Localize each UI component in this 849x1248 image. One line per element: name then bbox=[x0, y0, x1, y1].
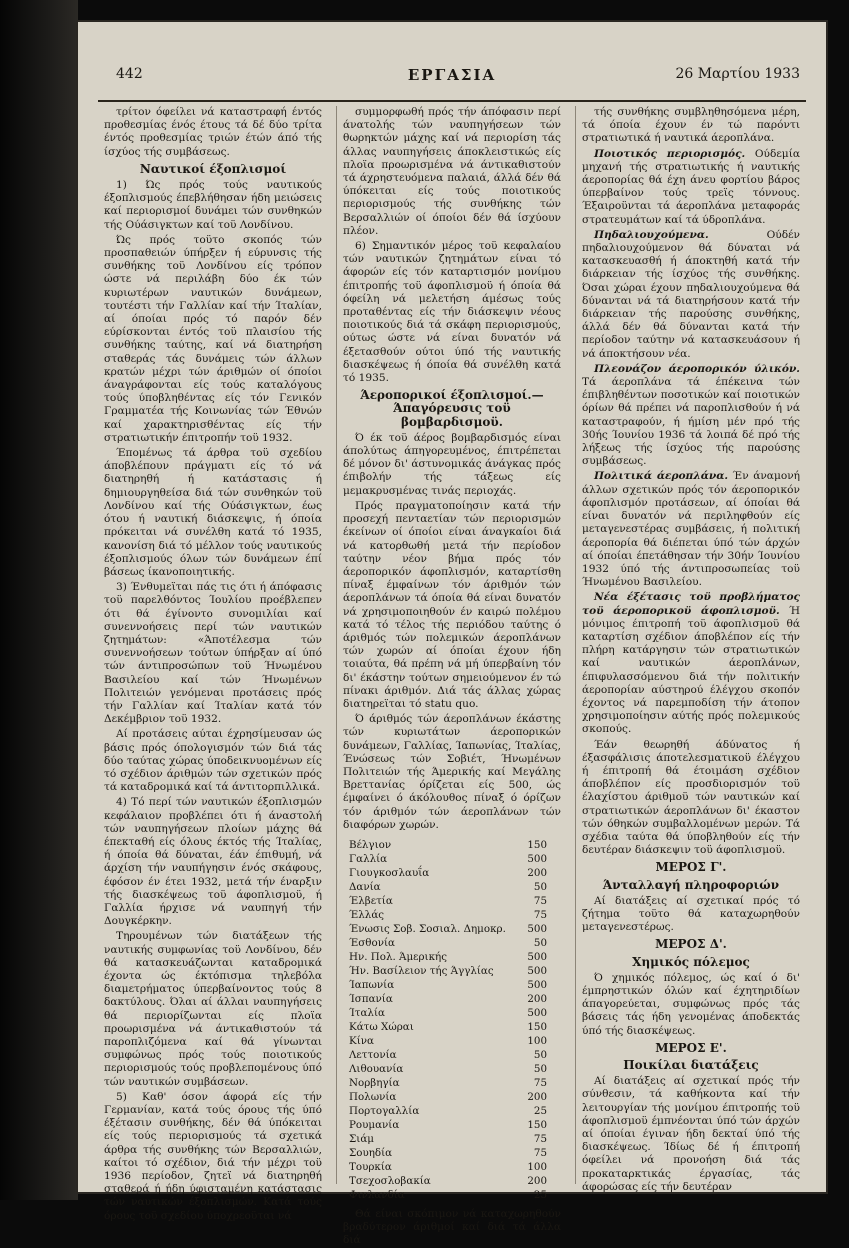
paragraph-text: Ούδέν πηδαλιουχούμενον θά δύναται νά κατασκευασθή ή άποκτηθή κατά τήν διάρκειαν τής ίσχύος τής συνθήκης. Όσαι χώραι έχουν πηδαλιουχούμενα θά δύνανται νά τά διατηρήσουν κατά τήν διάρκειαν τής παρούσης συνθήκης, άλλά δέν θά δύνανται κατά τήν περίοδον ταύτην νά κατασκευάσουν ή νά άποκτήσουν νέα. bbox=[582, 228, 800, 360]
country-name: Βέλγιον bbox=[349, 838, 392, 851]
aircraft-count: 150 bbox=[527, 838, 547, 851]
inline-heading: Πηδαλιουχούμενα. bbox=[594, 228, 709, 241]
inline-heading: Νέα έξέτασις τοϋ προβλήματος τοϋ άεροπορικοϋ άφοπλισμοϋ. bbox=[582, 591, 800, 617]
page-header bbox=[98, 66, 806, 102]
aircraft-count: 75 bbox=[533, 908, 547, 921]
section-heading: Άνταλλαγή πληροφοριών bbox=[602, 877, 780, 892]
country-name: Ρουμανία bbox=[349, 1118, 400, 1131]
part-label: ΜΕΡΟΣ Γ'. bbox=[655, 860, 727, 875]
paragraph bbox=[582, 229, 800, 361]
table-row bbox=[343, 1062, 561, 1076]
table-row bbox=[343, 880, 561, 894]
country-name: Γιουγκοσλαυΐα bbox=[349, 866, 430, 879]
aircraft-count: 200 bbox=[527, 866, 547, 879]
country-name: Πολωνία bbox=[349, 1090, 397, 1103]
country-name: Κάτω Χώραι bbox=[349, 1020, 414, 1033]
aircraft-count: 25 bbox=[533, 1104, 547, 1117]
table-row bbox=[343, 1160, 561, 1174]
aircraft-count: 500 bbox=[527, 852, 547, 865]
table-row bbox=[343, 1146, 561, 1160]
paragraph: τής συνθήκης συμβληθησόμενα μέρη, τά όποία έχουν έν τώ παρόντι στρατιωτικά ή ναυτικά άεροπλάνα. bbox=[582, 106, 800, 145]
paragraph: Θά είναι σκόπιμον νά καταχωρηθούν βραδύτερον άριθμοί καί διά τά άλλα διά bbox=[343, 1207, 561, 1247]
aircraft-count: 150 bbox=[527, 1118, 547, 1131]
table-row bbox=[343, 1174, 561, 1188]
table-row bbox=[343, 1132, 561, 1146]
aircraft-count: 200 bbox=[527, 1174, 547, 1187]
text-columns bbox=[98, 106, 806, 1247]
country-name: Λιθουανία bbox=[349, 1062, 404, 1075]
section-heading: Χημικός πόλεμος bbox=[632, 954, 750, 969]
paragraph: 1) Ώς πρός τούς ναυτικούς έξοπλισμούς έπεβλήθησαν ήδη μειώσεις καί περιορισμοί δυνάμει τών συνθηκών τής Ούάσιγκτων καί τοϋ Λονδίνου. bbox=[104, 179, 322, 231]
table-row bbox=[343, 838, 561, 852]
table-row bbox=[343, 894, 561, 908]
aircraft-count: 500 bbox=[527, 964, 547, 977]
aircraft-count: 200 bbox=[527, 992, 547, 1005]
inline-heading: Πλεονάζον άεροπορικόν ύλικόν. bbox=[594, 362, 800, 375]
aircraft-count: 75 bbox=[533, 1132, 547, 1145]
column-2 bbox=[336, 106, 567, 1247]
paragraph: 6) Σημαντικόν μέρος τοϋ κεφαλαίου τών ναυτικών ζητημάτων είναι τό άφορών είς τόν καταρτισμόν μονίμου έπιτροπής τοϋ άφοπλισμοϋ ή όποία θά όφείλη νά μελετήση άμέσως τούς προταθέντας είς τήν διάσκεψιν νέους ποιοτικούς διά τά σκάφη περιορισμούς, ούτως ώστε νά είναι δυνατόν νά έξετασθούν ούτοι ύπό τής ναυτικής διασκέψεως ή όποία θά συνέλθη κατά τό 1935. bbox=[343, 240, 561, 385]
section-heading: Ναυτικοί έξοπλισμοί bbox=[139, 161, 287, 176]
aircraft-count: 200 bbox=[527, 1090, 547, 1103]
country-name: Ίταλία bbox=[349, 1006, 385, 1019]
part-label: ΜΕΡΟΣ Δ'. bbox=[655, 937, 727, 952]
table-row bbox=[343, 1076, 561, 1090]
part-label: ΜΕΡΟΣ Ε'. bbox=[655, 1040, 727, 1055]
paragraph: Ό έκ τοϋ άέρος βομβαρδισμός είναι άπολύτως άπηγορευμένος, έπιτρέπεται δέ μόνον δι' άστυνομικάς άνάγκας πρός έπιβολήν τής τάξεως είς μεμακρυσμένας τινάς περιοχάς. bbox=[343, 431, 561, 497]
aircraft-count: 50 bbox=[533, 936, 547, 949]
country-name: Δανία bbox=[349, 880, 381, 893]
table-row bbox=[343, 866, 561, 880]
aircraft-count: 500 bbox=[527, 922, 547, 935]
inline-heading: Πολιτικά άεροπλάνα. bbox=[594, 470, 729, 483]
paragraph: Τηρουμένων τών διατάξεων τής ναυτικής συμφωνίας τοϋ Λονδίνου, δέν θά κατασκευάζωνται καταδρομικά έχοντα ώς έκτόπισμα τηλεβόλα διαμετρήματος ύπερβαίνοντος τούς 8 δακτύλους. Όλαι αί άλλαι ναυπηγήσεις θά περιορίζωνται είς πλοϊα προωρισμένα νά άντικαθιστούν τά παροπλιζόμενα καί θά γίνωνται συμφώνως πρός τούς ποιοτικούς περιορισμούς τούς προβλεπομένους ύπό τών ναυτικών συμβάσεων. bbox=[104, 930, 322, 1088]
aircraft-count: 50 bbox=[533, 1048, 547, 1061]
aircraft-count: 500 bbox=[527, 950, 547, 963]
paragraph: Αί διατάξεις αί σχετικαί πρός τό ζήτημα τοϋτο θά καταχωρηθούν μεταγενεστέρως. bbox=[582, 894, 800, 934]
newspaper-page bbox=[78, 22, 826, 1247]
paragraph: 3) Ένθυμεϊται πάς τις ότι ή άπόφασις τοϋ παρελθόντος Ίουλίου προέβλεπεν ότι θά έγίνοντο συνομιλίαι καί συνεννοήσεις περί τών ναυτικών ζητημάτων: «Άποτέλεσμα τών συνεννοήσεων τούτων ύπήρξαν αί ύπό τών άντιπροσώπων τοϋ Ήνωμένου Βασιλείου καί τών Ήνωμένων Πολιτειών γενόμεναι προτάσεις πρός τήν Γαλλίαν καί Ίταλίαν κατά τόν Δεκέμβριον τοϋ 1932. bbox=[104, 581, 322, 726]
paragraph-text: Ούδεμία μηχανή τής στρατιωτικής ή ναυτικής άεροπορίας θά έχη άνευ φορτίου βάρος ύπερβαίνον τούς τρεϊς τόννους. Έξαιροϋνται τά άεροπλάνα μεταφοράς στρατευμάτων καί τά ύδροπλάνα. bbox=[582, 147, 800, 226]
table-row bbox=[343, 1104, 561, 1118]
aircraft-count: 500 bbox=[527, 1006, 547, 1019]
table-row bbox=[343, 992, 561, 1006]
aircraft-count: 25 bbox=[533, 1188, 547, 1201]
paragraph: τρίτον όφείλει νά καταστραφή έντός προθεσμίας ένός έτους τά δέ δύο τρίτα έντός προθεσμίας τριών έτών άπό τής ίσχύος τής συμβάσεως. bbox=[104, 106, 322, 158]
paragraph: Ό χημικός πόλεμος, ώς καί ό δι' έμπρηστικών όλών καί έχητηριδίων άπαγορεύεται, συμφώνως πρός τάς βάσεις τάς ήδη γενομένας άποδεκτάς ύπό τής διασκέψεως. bbox=[582, 971, 800, 1037]
paragraph-text: Έν άναμονή άλλων σχετικών πρός τόν άεροπορικόν άφοπλισμόν προτάσεων, αί όποίαι θά είναι δυνατόν νά περιληφθούν είς μεταγενεστέρας συμβάσεις, ή πολιτική άεροπορία θά διέπεται ύπό τών άρχών αί όποίαι έπετάθησαν τήν 30ήν Ίουνίου 1932 ύπό τής άντιπροσωπείας τοϋ Ήνωμένου Βασιλείου. bbox=[582, 470, 800, 589]
paragraph: 5) Καθ' όσον άφορά είς τήν Γερμανίαν, κατά τούς όρους τής ύπό έξέτασιν συνθήκης, δέν θά ύπόκειται είς τούς περιορισμούς τά σχετικά άρθρα τής συνθήκης τών Βερσαλλιών, καίτοι τό σχέδιον, διά τήν μέχρι τοϋ 1936 περίοδον, ζητεϊ νά διατηρηθή σταθερά ή ήδη ύφισταμένη κατάστασις τών ναυτικών έξοπλισμών. Κατά τούς όρους τοϋ σχεδίου ύποχρεοϋται νά bbox=[104, 1090, 322, 1222]
paragraph bbox=[582, 148, 800, 227]
paragraph: Ό άριθμός τών άεροπλάνων έκάστης τών κυριωτάτων άεροπορικών δυνάμεων, Γαλλίας, Ίαπωνίας, Ίταλίας, Ένώσεως τών Σοβιέτ, Ήνωμένων Πολιτειών τής Άμερικής καί Μεγάλης Βρεττανίας όρίζεται είς 500, ώς έμφαίνει ό άκόλουθος πίναξ ό όρίζων τόν άριθμόν τών άεροπλάνων τών διαφόρων χωρών. bbox=[343, 713, 561, 831]
country-name: Ην. Πολ. Άμερικής bbox=[349, 950, 447, 963]
aircraft-count: 100 bbox=[527, 1160, 547, 1173]
paragraph: Έάν θεωρηθή άδύνατος ή έξασφάλισις άποτελεσματικοϋ έλέγχου ή έπιτροπή θά έτοιμάση σχέδιον άποβλέπον είς προσδιορισμόν τοϋ έλαχίστου άριθμοϋ τών ναυτικών καί στρατιωτικών άεροπλάνων δι' έκαστον τών όθηκών συμβαλλομένων μερών. Τά σχέδια ταύτα θά ύποβληθούν είς τήν δευτέραν διάσκεψιν τοϋ άφοπλισμοϋ. bbox=[582, 738, 800, 857]
country-name: Έσθονία bbox=[349, 936, 395, 949]
table-row bbox=[343, 922, 561, 936]
country-name: Φινλανδία bbox=[349, 1188, 405, 1201]
country-name: Τσεχοσλοβακία bbox=[349, 1174, 431, 1187]
country-name: Ίσπανία bbox=[349, 992, 393, 1005]
table-row bbox=[343, 1118, 561, 1132]
country-name: Λεττονία bbox=[349, 1048, 397, 1061]
paragraph: συμμορφωθή πρός τήν άπόφασιν περί άνατολής τών ναυπηγήσεων τών θωρηκτών μάχης καί νά περιορίση τάς άλλας ναυπηγήσεις άποκλειστικώς είς πλοϊα προωρισμένα νά άντικαθιστούν τά άχρηστευόμενα παλαιά, άλλά δέν θά ύπόκειται είς τούς ποιοτικούς περιορισμούς τής συνθήκης τών Βερσαλλιών οί όποίοι δέν θά ίσχύουν πλέον. bbox=[343, 106, 561, 237]
aircraft-count: 100 bbox=[527, 1034, 547, 1047]
table-row bbox=[343, 978, 561, 992]
country-name: Πορτογαλλία bbox=[349, 1104, 420, 1117]
paragraph bbox=[582, 470, 800, 589]
paragraph: Έπομένως τά άρθρα τοϋ σχεδίου άποβλέπουν πράγματι είς τό νά διατηρηθή ή κατάστασις ή δημιουργηθείσα διά τών συνθηκών τοϋ Λονδίνου καί τής Ούάσιγκτων, έως ότου ή ναυτική διάσκεψις, ή όποία πρόκειται νά συνέλθη κατά τό 1935, κανονίση διά τό μέλλον τούς ναυτικούς έξοπλισμούς όλων τών δυνάμεων έπί βάσεως ίκανοποιητικής. bbox=[104, 447, 322, 578]
aircraft-quota-table bbox=[343, 838, 561, 1202]
country-name: Σουηδία bbox=[349, 1146, 393, 1159]
paragraph bbox=[582, 591, 800, 736]
paragraph bbox=[582, 363, 800, 469]
table-row bbox=[343, 1034, 561, 1048]
aircraft-count: 75 bbox=[533, 1146, 547, 1159]
table-row bbox=[343, 964, 561, 978]
aircraft-count: 50 bbox=[533, 880, 547, 893]
country-name: Έλλάς bbox=[349, 908, 385, 921]
country-name: Γαλλία bbox=[349, 852, 388, 865]
country-name: Ίαπωνία bbox=[349, 978, 395, 991]
table-row bbox=[343, 1006, 561, 1020]
country-name: Κίνα bbox=[349, 1034, 374, 1047]
column-1 bbox=[98, 106, 328, 1222]
country-name: Νορβηγία bbox=[349, 1076, 400, 1089]
column-3 bbox=[575, 106, 806, 1193]
paragraph: Αί προτάσεις αύται έχρησίμευσαν ώς βάσις πρός όπολογισμόν τών διά τάς δύο ταύτας χώρας ύποδεικνυομένων είς τό σχέδιον άριθμών τών σχετικών πρός τά καταδρομικά καί τά άντιτορπιλλικά. bbox=[104, 728, 322, 794]
page-number: 442 bbox=[116, 66, 143, 82]
paragraph: Αί διατάξεις αί σχετικαί πρός τήν σύνθεσιν, τά καθήκοντα καί τήν λειτουργίαν τής μονίμου έπιτροπής τοϋ άφοπλισμοϋ έμπνέονται ύπό τών άρχών αί όποίαι έγιναν ήδη δεκταί ύπό τής διασκέψεως. Ίδίως δέ ή έπιτροπή όφείλει νά προνοήση διά τάς προκαταρκτικάς έργασίας, τάς άφορώσας είς τήν δευτέραν bbox=[582, 1075, 800, 1193]
paragraph-text: Τά άεροπλάνα τά έπέκεινα τών έπιβληθέντων ποσοτικών καί ποιοτικών όρίων θά πρέπει νά παροπλισθούν ή νά καταστραφούν, ή ήμίση μέν πρό τής 30ής Ίουνίου 1936 τά λοιπά δέ πρό τής λήξεως τής ίσχύος τής παρούσης συμβάσεως. bbox=[582, 376, 800, 468]
book-binding bbox=[0, 0, 78, 1200]
aircraft-count: 75 bbox=[533, 894, 547, 907]
country-name: Έλβετία bbox=[349, 894, 393, 907]
paragraph: Πρός πραγματοποίησιν κατά τήν προσεχή πενταετίαν τών περιορισμών έκείνων οί όποίοι είναι άναγκαίοι διά νά κατορθωθή μετά τήν περίοδον ταύτην νέον βήμα πρός τόν άεροπορικόν άφοπλισμόν, καταρτίσθη πίναξ έμφαίνων τόν άριθμόν τών άεροπλάνων τά όποία θά είναι δυνατόν νά χρησιμοποιηθούν έν καιρώ πολέμου κατά τό τέλος τής περιόδου ταύτης ό άριθμός τών πολεμικών άεροπλάνων τών χωρών αί όποίαι έχουν ήδη τοιαύτα, θά πρέπη νά μή ύπερβαίνη τόν δι' έκάστην τούτων σημειούμενον έν τώ πίνακι άριθμόν. Διά τάς άλλας χώρας διατηρεϊται τό statu quo. bbox=[343, 499, 561, 710]
paragraph: Ώς πρός τοϋτο σκοπός τών προσπαθειών ύπήρξεν ή εύρυνσις τής συνθήκης τοϋ Λονδίνου είς τρόπον ώστε νά περιλάβη δύο έκ τών κυριωτέρων ναυτικών δυνάμεων, τουτέστι τήν Γαλλίαν καί τήν Ίταλίαν, αί όποίαι πρός τό παρόν δέν εύρίσκονται έντός τοϋ πλαισίου τής συνθήκης ταύτης, καί νά διατηρήση σταθεράς τάς δυνάμεις τών άλλων κρατών μέχρι τών άριθμών οί όποίοι άναγράφονται είς τούς καταλόγους τούς ύποβληθέντας είς τόν Γενικόν Γραμματέα τής Κοινωνίας τών Έθνών καί χαρακτηρισθέντας είς τήν στρατιωτικήν έπιτροπήν τοϋ 1932. bbox=[104, 233, 322, 444]
aircraft-count: 150 bbox=[527, 1020, 547, 1033]
table-row bbox=[343, 1048, 561, 1062]
country-name: Σιάμ bbox=[349, 1132, 374, 1145]
table-row bbox=[343, 936, 561, 950]
country-name: Ήν. Βασίλειον τής Άγγλίας bbox=[349, 964, 494, 977]
table-row bbox=[343, 1020, 561, 1034]
table-row bbox=[343, 852, 561, 866]
table-row bbox=[343, 1188, 561, 1202]
inline-heading: Ποιοτικός περιορισμός. bbox=[594, 147, 746, 160]
section-heading: Άεροπορικοί έξοπλισμοί.—Άπαγόρευσις τοϋ βομβαρδισμοϋ. bbox=[360, 388, 544, 429]
table-row bbox=[343, 950, 561, 964]
issue-date: 26 Μαρτίου 1933 bbox=[675, 66, 800, 82]
aircraft-count: 500 bbox=[527, 978, 547, 991]
country-name: Ένωσις Σοβ. Σοσιαλ. Δημοκρ. bbox=[349, 922, 506, 935]
table-row bbox=[343, 1090, 561, 1104]
masthead-title: ΕΡΓΑΣΙΑ bbox=[407, 66, 497, 84]
table-row bbox=[343, 908, 561, 922]
aircraft-count: 75 bbox=[533, 1076, 547, 1089]
paragraph-text: Ή μόνιμος έπιτροπή τοϋ άφοπλισμοϋ θά καταρτίση σχέδιον άποβλέπον είς τήν πλήρη κατάργησιν τών στρατιωτικών καί ναυτικών άεροπλάνων, έπιφυλασσόμενου διά τήν πολιτικήν άεροπορίαν αύστηρού έλέγχου σκοπόν έχοντος νά παρεμποδίση τήν άτοπον χρησιμοποίησιν αύτής πρός πολεμικούς σκοπούς. bbox=[582, 604, 800, 736]
paragraph: 4) Τό περί τών ναυτικών έξοπλισμών κεφάλαιον προβλέπει ότι ή άναστολή τών ναυπηγήσεων πλοίων μάχης θά έπεκταθή είς όλους έκτός τής Ίταλίας, ή όποία θά δύναται, έάν έπιθυμή, νά άρχίση τήν ναυπήγησιν ένός σκάφους, έφόσον έν έτει 1932, μετά τήν έναρξιν τής διασκέψεως τοϋ άφοπλισμοϋ, ή Γαλλία ήρχισε νά ναυπηγή τήν Δουγκέρκην. bbox=[104, 796, 322, 928]
section-heading: Ποικίλαι διατάξεις bbox=[623, 1058, 759, 1073]
aircraft-count: 50 bbox=[533, 1062, 547, 1075]
country-name: Τουρκία bbox=[349, 1160, 392, 1173]
